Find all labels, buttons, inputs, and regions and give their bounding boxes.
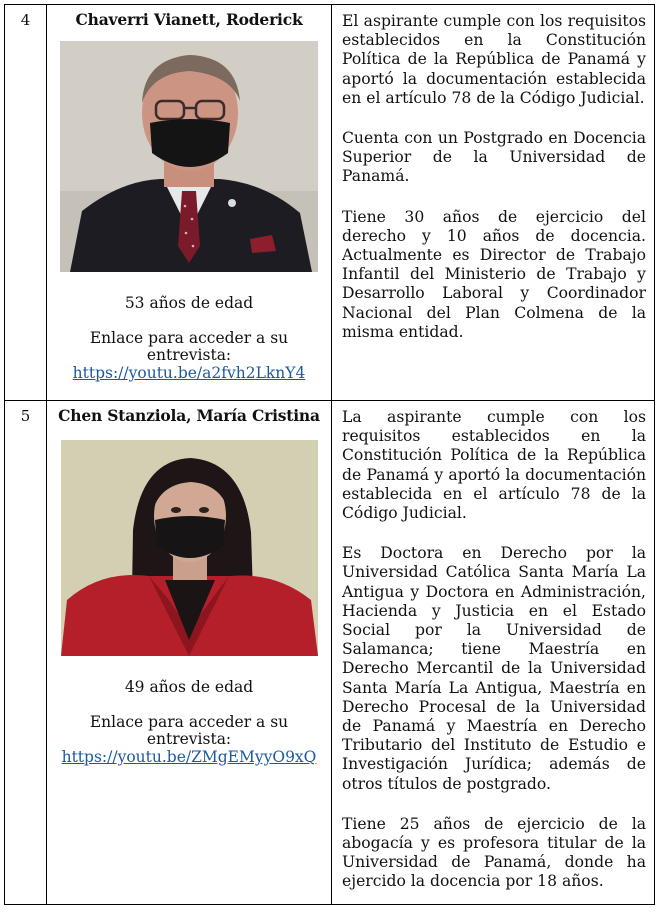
row-number: 5 — [5, 401, 47, 905]
candidate-profile-cell — [47, 5, 332, 401]
candidate-photo — [60, 41, 318, 272]
interview-link-label: Enlace para acceder a su entrevista: — [89, 329, 289, 364]
table-row — [5, 5, 655, 401]
candidate-description-cell — [332, 5, 655, 401]
candidate-description-cell — [332, 401, 655, 905]
row-number: 4 — [5, 5, 47, 401]
table-row — [5, 401, 655, 905]
candidate-name: Chaverri Vianett, Roderick — [75, 10, 303, 29]
interview-link[interactable]: https://youtu.be/a2fvh2LknY4 — [72, 364, 306, 382]
description-paragraph: El aspirante cumple con los requisitos establecidos en la Constitución Política de la República de Panamá y aportó la documentación establecida en el artículo 78 de la Código Judicial. — [342, 12, 646, 107]
description-paragraph: Cuenta con un Postgrado en Docencia Superior de la Universidad de Panamá. — [342, 129, 646, 186]
candidates-table — [4, 4, 655, 905]
interview-link-label: Enlace para acceder a su entrevista: — [89, 713, 289, 748]
candidate-age: 49 años de edad — [124, 678, 254, 696]
candidate-photo — [61, 440, 318, 656]
description-paragraph: La aspirante cumple con los requisitos establecidos en la Constitución Política de la República de Panamá y aportó la documentación establecida en el artículo 78 de la Código Judicial. — [342, 408, 646, 523]
description-paragraph: Tiene 25 años de ejercicio de la abogacía y es profesora titular de la Universidad de Panamá, donde ha ejercido la docencia por 18 años. — [342, 814, 646, 891]
interview-link[interactable]: https://youtu.be/ZMgEMyyO9xQ — [61, 748, 317, 766]
description-paragraph: Tiene 30 años de ejercicio del derecho y 10 años de docencia. Actualmente es Director de Trabajo Infantil del Ministerio de Trabajo y Desarrollo Laboral y Coordinador Nacional del Plan Colmena de la misma entidad. — [342, 207, 646, 341]
candidate-profile-cell — [47, 401, 332, 905]
candidate-name: Chen Stanziola, María Cristina — [58, 406, 320, 425]
woman-portrait-image — [61, 440, 318, 656]
candidate-age: 53 años de edad — [124, 294, 254, 312]
description-paragraph: Es Doctora en Derecho por la Universidad Católica Santa María La Antigua y Doctora en Administración, Hacienda y Justicia en el Estado Social por la Universidad de Salamanca; tiene Maestría en Derecho Mercantil de la Universidad Santa María La Antigua, Maestría en Derecho Procesal de la Universidad de Panamá y Maestría en Derecho Tributario del Instituto de Estudio e Investigación Jurídica; además de otros títulos de postgrado. — [342, 544, 646, 793]
man-portrait-image — [60, 41, 318, 272]
